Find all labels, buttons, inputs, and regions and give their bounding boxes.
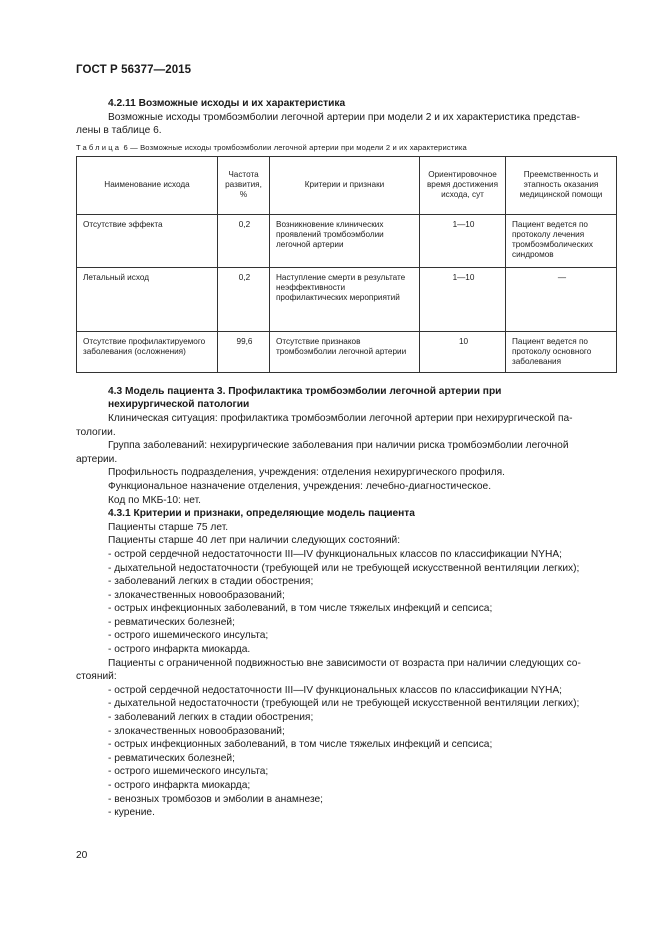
list-item: - злокачественных новообразований;	[108, 589, 285, 601]
cell-time: 10	[420, 331, 506, 372]
section-4-2-11-heading: 4.2.11 Возможные исходы и их характеристика	[108, 98, 346, 109]
cell-outcome-name: Отсутствие эффекта	[77, 214, 218, 267]
list-item: - дыхательной недостаточности (требующей или не требующей искусственной вентиляции легких);	[108, 562, 580, 574]
list-item: - острой сердечной недостаточности III—IV функциональных классов по классификации NYHA;	[108, 548, 562, 560]
list-item: - острых инфекционных заболеваний, в том числе тяжелых инфекций и сепсиса;	[108, 739, 493, 751]
list-item: - острых инфекционных заболеваний, в том числе тяжелых инфекций и сепсиса;	[108, 603, 493, 615]
list-item: - острого инфаркта миокарда;	[108, 780, 251, 791]
section-4-3-1	[76, 507, 616, 820]
page-number: 20	[76, 850, 88, 861]
disease-group-line-2: артерии.	[76, 453, 118, 465]
header-frequency: Частота развития, %	[218, 156, 270, 214]
functional-purpose: Функциональное назначение отделения, учреждения: лечебно-диагностическое.	[108, 480, 492, 492]
standard-designation: ГОСТ Р 56377—2015	[76, 64, 192, 76]
section-4-3	[76, 385, 616, 507]
section-4-3-heading-line-1: 4.3 Модель пациента 3. Профилактика тромбоэмболии легочной артерии при	[108, 385, 502, 397]
limited-mobility-line-1: Пациенты с ограниченной подвижностью вне зависимости от возраста при наличии следующих со-	[108, 657, 581, 669]
cell-time: 1—10	[420, 267, 506, 331]
clinical-situation-line-2: тологии.	[76, 426, 116, 438]
clinical-situation-line-1: Клиническая ситуация: профилактика тромбоэмболии легочной артерии при нехирургической па-	[108, 412, 573, 424]
section-4-2-11-intro-line-1: Возможные исходы тромбоэмболии легочной артерии при модели 2 и их характеристика представ-	[108, 111, 580, 123]
cell-frequency: 0,2	[218, 267, 270, 331]
list-item: - острой сердечной недостаточности III—IV функциональных классов по классификации NYHA;	[108, 684, 562, 696]
table-caption-text: 6 — Возможные исходы тромбоэмболии легочной артерии при модели 2 и их характеристика	[121, 142, 467, 152]
list-item: - ревматических болезней;	[108, 616, 235, 628]
table-row	[77, 331, 617, 372]
table-caption-word: Таблица	[76, 142, 122, 152]
cell-continuity: Пациент ведется по протоколу лечения тромбоэмболических синдромов	[506, 214, 617, 267]
page-content	[76, 97, 616, 820]
cell-criteria: Возникновение клинических проявлений тромбоэмболии легочной артерии	[270, 214, 420, 267]
conditions-list-1	[76, 548, 616, 657]
age-75-criterion: Пациенты старше 75 лет.	[108, 521, 229, 533]
table-row	[77, 214, 617, 267]
list-item: - острого ишемического инсульта;	[108, 766, 269, 778]
list-item: - ревматических болезней;	[108, 752, 235, 764]
limited-mobility-line-2: стояний:	[76, 671, 117, 683]
cell-outcome-name: Летальный исход	[77, 267, 218, 331]
header-continuity: Преемственность и этапность оказания медицинской помощи	[506, 156, 617, 214]
cell-continuity: Пациент ведется по протоколу основного заболевания	[506, 331, 617, 372]
cell-time: 1—10	[420, 214, 506, 267]
section-4-3-1-heading: 4.3.1 Критерии и признаки, определяющие модель пациента	[108, 508, 415, 520]
list-item: - курение.	[108, 807, 155, 819]
table-6	[76, 156, 617, 373]
table-6-caption	[76, 143, 616, 153]
list-item: - заболеваний легких в стадии обострения;	[108, 712, 314, 724]
list-item: - дыхательной недостаточности (требующей или не требующей искусственной вентиляции легких);	[108, 698, 580, 710]
header-criteria: Критерии и признаки	[270, 156, 420, 214]
list-item: - злокачественных новообразований;	[108, 725, 285, 737]
section-4-2-11-intro-line-2: лены в таблице 6.	[76, 125, 162, 137]
cell-continuity: —	[506, 267, 617, 331]
table-row	[77, 267, 617, 331]
disease-group-line-1: Группа заболеваний: нехирургические заболевания при наличии риска тромбоэмболии легочной	[108, 440, 569, 452]
list-item: - заболеваний легких в стадии обострения;	[108, 576, 314, 588]
cell-criteria: Отсутствие признаков тромбоэмболии легочной артерии	[270, 331, 420, 372]
conditions-list-2	[76, 684, 616, 820]
list-item: - острого инфаркта миокарда.	[108, 644, 251, 656]
section-4-3-heading-line-2: нехирургической патологии	[108, 399, 250, 411]
icd-code: Код по МКБ-10: нет.	[108, 494, 201, 506]
cell-frequency: 0,2	[218, 214, 270, 267]
header-outcome-name: Наименование исхода	[77, 156, 218, 214]
table-header-row	[77, 156, 617, 214]
unit-profile: Профильность подразделения, учреждения: отделения нехирургического профиля.	[108, 467, 505, 479]
cell-frequency: 99,6	[218, 331, 270, 372]
cell-outcome-name: Отсутствие профилактируемого заболевания (осложнения)	[77, 331, 218, 372]
age-40-criterion: Пациенты старше 40 лет при наличии следующих состояний:	[108, 535, 401, 547]
header-time: Ориентировочное время достижения исхода, сут	[420, 156, 506, 214]
list-item: - острого ишемического инсульта;	[108, 630, 269, 642]
list-item: - венозных тромбозов и эмболии в анамнезе;	[108, 793, 324, 805]
cell-criteria: Наступление смерти в результате неэффективности профилактических мероприятий	[270, 267, 420, 331]
